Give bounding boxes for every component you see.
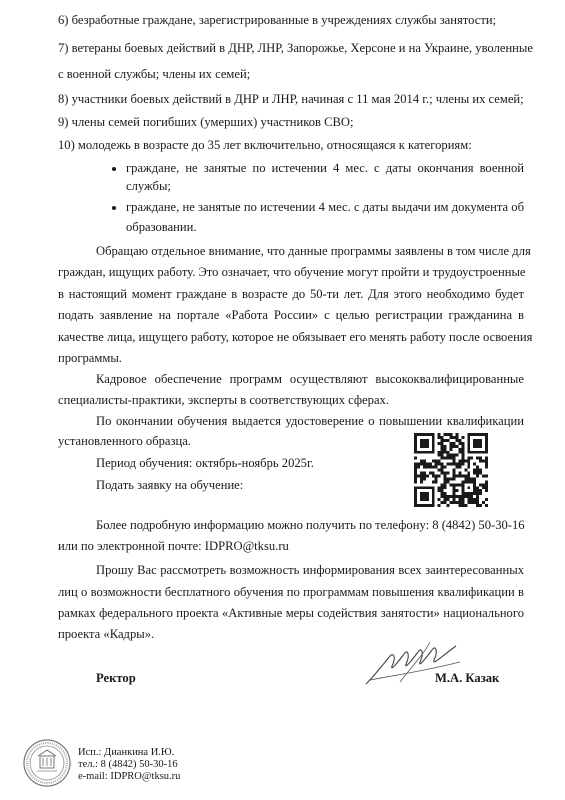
signature-position: Ректор (96, 671, 136, 685)
footer-phone: тел.: 8 (4842) 50-30-16 (78, 759, 178, 770)
sub-item-2: граждане, не занятые по истечении 4 мес. с даты выдачи им документа об (126, 200, 524, 214)
list-item-9: 9) члены семей погибших (умерших) участников СВО; (58, 115, 354, 129)
contacts-email-line: или по электронной почте: IDPRO@tksu.ru (58, 539, 289, 553)
sub-item-1-cont: службы; (126, 179, 171, 193)
paragraph-1-line: граждан, ищущих работу. Это означает, что обучение могут пройти и трудоустроенные (58, 265, 526, 279)
paragraph-1-line: качестве лица, ищущего работу, которое не обязывает его менять работу после освоения (58, 330, 533, 344)
paragraph-1-line: подать заявление на портале «Работа России» с целью регистрации гражданина в (58, 308, 524, 322)
request-line: проекта «Кадры». (58, 627, 155, 641)
paragraph-2-line: специалисты-практики, эксперты в соответствующих сферах. (58, 393, 389, 407)
apply-label: Подать заявку на обучение: (96, 478, 244, 492)
signature-name: М.А. Казак (435, 671, 500, 685)
bullet-icon (112, 167, 116, 171)
paragraph-2-line: Кадровое обеспечение программ осуществляют высококвалифицированные (96, 372, 524, 386)
list-item-6: 6) безработные граждане, зарегистрированные в учреждениях службы занятости; (58, 13, 497, 27)
study-period: Период обучения: октябрь-ноябрь 2025г. (96, 456, 314, 470)
footer-executor: Исп.: Дианкина И.Ю. (78, 747, 175, 758)
paragraph-3-line: По окончании обучения выдается удостоверение о повышении квалификации (96, 414, 524, 428)
list-item-8: 8) участники боевых действий в ДНР и ЛНР, начиная с 11 мая 2014 г.; члены их семей; (58, 92, 524, 106)
university-seal-icon (22, 738, 72, 788)
list-item-7-cont: с военной службы; члены их семей; (58, 67, 251, 81)
bullet-icon (112, 206, 116, 210)
paragraph-1-line: в настоящий момент граждане в возрасте до 50-ти лет. Для этого необходимо будет (58, 287, 524, 301)
footer-email: e-mail: IDPRO@tksu.ru (78, 771, 181, 782)
qr-code-icon[interactable] (414, 433, 488, 507)
sub-item-1: граждане, не занятые по истечении 4 мес. с даты окончания военной (126, 161, 524, 175)
list-item-10: 10) молодежь в возрасте до 35 лет включительно, относящаяся к категориям: (58, 138, 472, 152)
request-line: рамках федерального проекта «Активные меры содействия занятости» национального (58, 606, 524, 620)
sub-item-2-cont: образовании. (126, 220, 197, 234)
paragraph-1-line: программы. (58, 351, 122, 365)
request-line: Прошу Вас рассмотреть возможность информирования всех заинтересованных (96, 563, 524, 577)
contacts-line: Более подробную информацию можно получить по телефону: 8 (4842) 50-30-16 (96, 518, 525, 532)
paragraph-1-line: Обращаю отдельное внимание, что данные программы заявлены в том числе для (96, 244, 531, 258)
list-item-7: 7) ветераны боевых действий в ДНР, ЛНР, Запорожье, Херсоне и на Украине, уволенные (58, 41, 533, 55)
request-line: лиц о возможности бесплатного обучения по программам повышения квалификации в (58, 585, 524, 599)
paragraph-3-line: установленного образца. (58, 434, 191, 448)
